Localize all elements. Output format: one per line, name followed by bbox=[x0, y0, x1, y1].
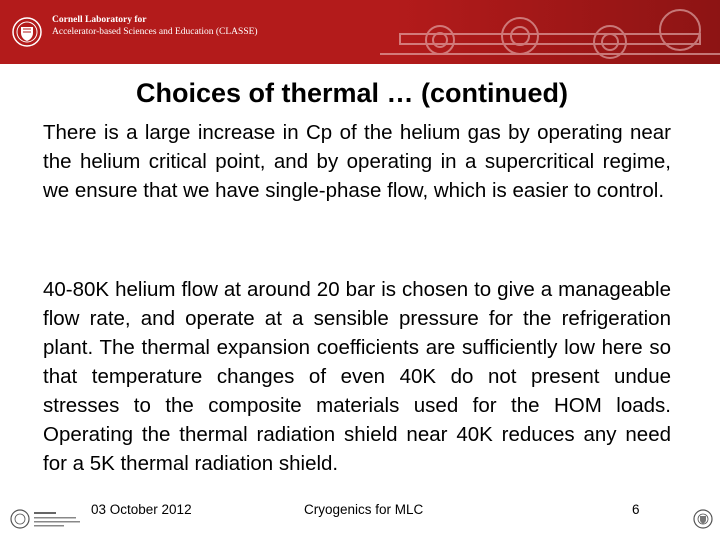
cornell-seal-icon bbox=[12, 14, 42, 50]
accelerator-photo bbox=[380, 0, 720, 64]
body-paragraph-2: 40-80K helium flow at around 20 bar is chosen to give a manageable flow rate, and operate at a sensible pressure for the refrigeration plant. The thermal expansion coefficients are sufficiently low here so that temperature changes of even 40K do not present undue stresses to the composite materials used for the HOM loads. Operating the thermal radiation shield near 40K reduces any need for a 5K thermal radiation shield. bbox=[43, 278, 671, 475]
footer-title: Cryogenics for MLC bbox=[304, 502, 424, 517]
lab-name-line1: Cornell Laboratory for bbox=[52, 15, 147, 25]
body-paragraph-1: There is a large increase in Cp of the helium gas by operating near the helium critical point, and by operating in a supercritical regime, we ensure that we have single-phase flow, which is easier to control. bbox=[43, 121, 671, 202]
lab-name bbox=[52, 14, 258, 38]
footer-date: 03 October 2012 bbox=[91, 502, 192, 517]
slide-number: 6 bbox=[632, 502, 640, 517]
cornell-seal-footer-icon bbox=[693, 508, 713, 530]
cornell-footer-logo-icon bbox=[8, 508, 88, 530]
header-banner bbox=[0, 0, 720, 64]
lab-name-line2: Accelerator-based Sciences and Education (CLASSE) bbox=[52, 27, 258, 37]
slide-title: Choices of thermal … (continued) bbox=[135, 78, 569, 108]
